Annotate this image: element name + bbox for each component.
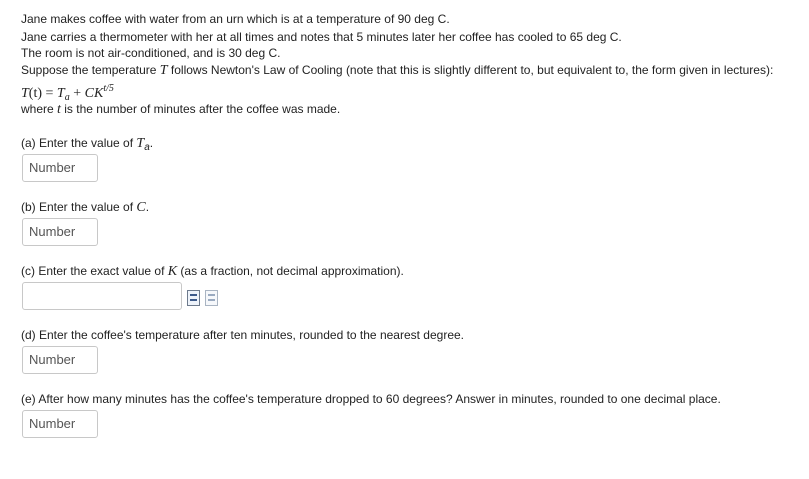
question-c-post: (as a fraction, not decimal approximation). [177, 264, 404, 278]
question-a-sub: a [144, 142, 150, 153]
question-e-label: (e) After how many minutes has the coffee's temperature dropped to 60 degrees? Answer in minutes, rounded to one decimal place. [21, 392, 721, 406]
formula-plus: + [69, 86, 85, 101]
intro-line-1: Jane makes coffee with water from an urn which is at a temperature of 90 deg C. [21, 12, 450, 26]
answer-e-input[interactable]: Number [22, 410, 98, 438]
formula-ta-sub: a [64, 92, 70, 103]
formula-exp: t/5 [103, 83, 114, 94]
intro-line-4 [21, 63, 773, 78]
intro-line-4-post: follows Newton's Law of Cooling (note that this is slightly different to, but equivalent to, the form given in lectures): [167, 63, 774, 77]
answer-a-input[interactable]: Number [22, 154, 98, 182]
question-c-label [21, 264, 404, 279]
formula-ck: CK [84, 86, 104, 101]
answer-d-input[interactable]: Number [22, 346, 98, 374]
formula-ta: T [56, 86, 65, 101]
question-b-var: C [136, 200, 146, 215]
formula-lhs: T [21, 86, 29, 101]
where-post: is the number of minutes after the coffee was made. [60, 102, 341, 116]
question-b-post: . [145, 200, 150, 214]
answer-c-input[interactable] [22, 282, 182, 310]
formula-eq: = [42, 86, 57, 101]
question-d-label: (d) Enter the coffee's temperature after ten minutes, rounded to the nearest degree. [21, 328, 464, 342]
answer-b-input[interactable]: Number [22, 218, 98, 246]
intro-line-4-pre: Suppose the temperature [21, 63, 160, 77]
var-t: t [57, 102, 61, 117]
question-b-pre: (b) Enter the value of [21, 200, 137, 214]
formula-arg: (t) [28, 86, 43, 101]
equation-editor-icon[interactable] [187, 290, 200, 306]
var-T: T [159, 63, 168, 78]
intro-line-3: The room is not air-conditioned, and is 30 deg C. [21, 46, 281, 60]
question-c-var: K [167, 264, 178, 279]
question-a-var: T [136, 136, 145, 151]
intro-line-2: Jane carries a thermometer with her at all times and notes that 5 minutes later her coffee has cooled to 65 deg C. [21, 30, 622, 44]
where-line [21, 102, 340, 117]
question-a-post: . [149, 136, 154, 150]
question-b-label [21, 200, 149, 215]
question-c-pre: (c) Enter the exact value of [21, 264, 168, 278]
question-a-pre: (a) Enter the value of [21, 136, 137, 150]
where-pre: where [21, 102, 58, 116]
question-a-label [21, 136, 153, 155]
equation-preview-icon[interactable] [205, 290, 218, 306]
